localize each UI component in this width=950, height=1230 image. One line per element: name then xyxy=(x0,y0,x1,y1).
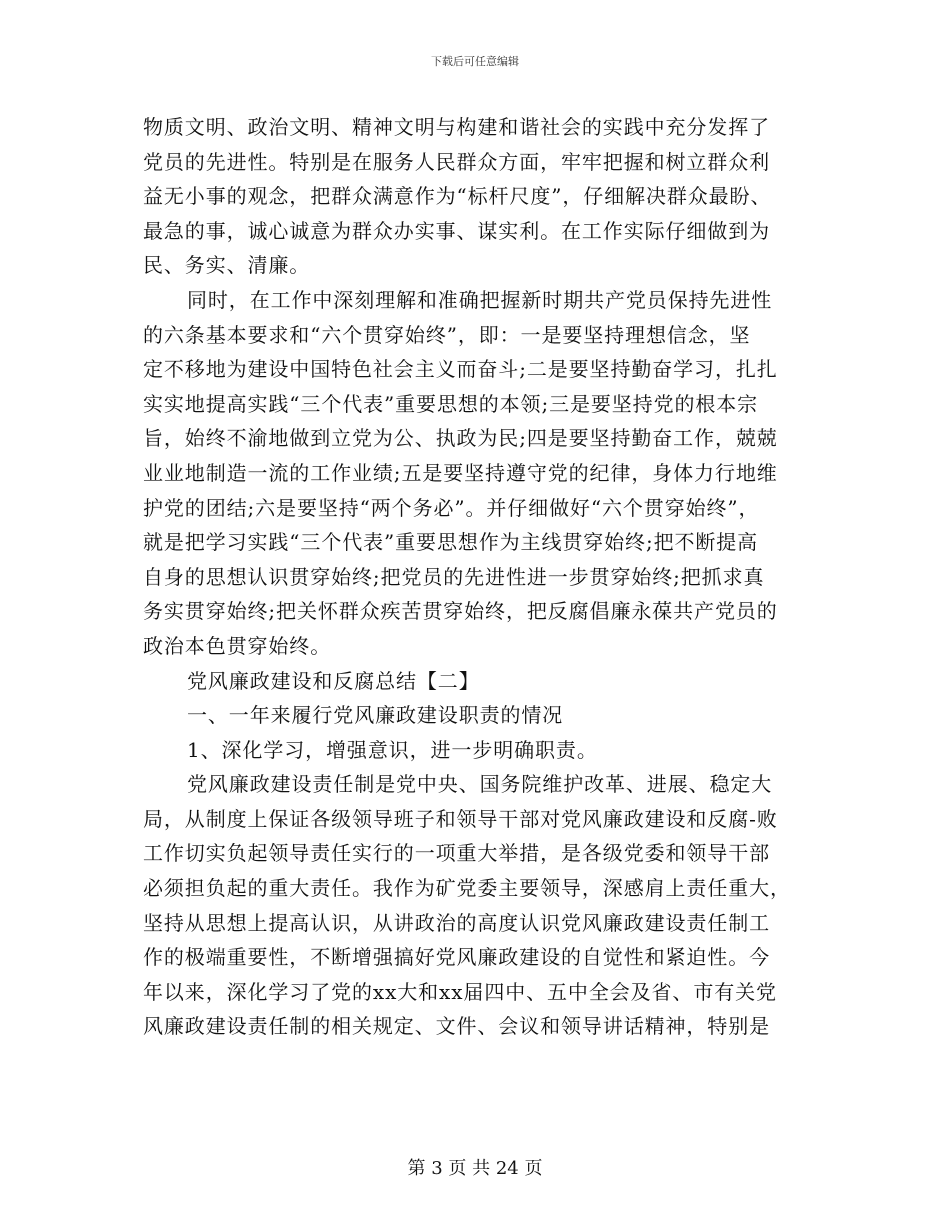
text-line: 最急的事，诚心诚意为群众办实事、谋实利。在工作实际仔细做到为 xyxy=(143,218,770,243)
text-line: 益无小事的观念，把群众满意作为“标杆尺度”，仔细解决群众最盼、 xyxy=(143,184,772,209)
text-line: 旨，始终不渝地做到立党为公、执政为民;四是要坚持勤奋工作，兢兢 xyxy=(143,426,778,451)
text-line: 年以来，深化学习了党的xx大和xx届四中、五中全会及省、市有关党 xyxy=(143,979,777,1004)
text-line: 必须担负起的重大责任。我作为矿党委主要领导，深感肩上责任重大， xyxy=(143,876,791,901)
text-line: 工作切实负起领导责任实行的一项重大举措，是各级党委和领导干部 xyxy=(143,841,770,866)
text-line: 局，从制度上保证各级领导班子和领导干部对党风廉政建设和反腐-败 xyxy=(143,806,778,831)
text-line: 物质文明、政治文明、精神文明与构建和谐社会的实践中充分发挥了 xyxy=(143,115,770,139)
item-heading: 1、深化学习，增强意识，进一步明确职责。 xyxy=(187,737,598,762)
text-line: 就是把学习实践“三个代表”重要思想作为主线贯穿始终;把不断提高 xyxy=(143,530,759,555)
document-body xyxy=(143,110,815,1044)
paragraph-start-line: 同时，在工作中深刻理解和准确把握新时期共产党员保持先进性 xyxy=(187,287,773,312)
text-line: 民、务实、清廉。 xyxy=(143,253,311,278)
text-line: 业业地制造一流的工作业绩;五是要坚持遵守党的纪律，身体力行地维 xyxy=(143,460,778,485)
text-line: 风廉政建设责任制的相关规定、文件、会议和领导讲话精神，特别是 xyxy=(143,1014,770,1039)
subsection-heading: 一、一年来履行党风廉政建设职责的情况 xyxy=(187,703,564,728)
text-line: 党员的先进性。特别是在服务人民群众方面，牢牢把握和树立群众利 xyxy=(143,149,770,174)
paragraph-start-line: 党风廉政建设责任制是党中央、国务院维护改革、进展、稳定大 xyxy=(187,772,773,797)
text-line: 定不移地为建设中国特色社会主义而奋斗;二是要坚持勤奋学习，扎扎 xyxy=(143,357,778,382)
text-line: 自身的思想认识贯穿始终;把党员的先进性进一步贯穿始终;把抓求真 xyxy=(143,564,765,589)
section-heading: 党风廉政建设和反腐总结【二】 xyxy=(187,668,480,693)
text-line: 作的极端重要性，不断增强搞好党风廉政建设的自觉性和紧迫性。今 xyxy=(143,945,770,970)
page-number-footer: 第 3 页 共 24 页 xyxy=(407,1158,543,1179)
text-line: 的六条基本要求和“六个贯穿始终”，即：一是要坚持理想信念，坚 xyxy=(143,322,751,347)
text-line: 坚持从思想上提高认识，从讲政治的高度认识党风廉政建设责任制工 xyxy=(143,910,770,935)
text-line: 务实贯穿始终;把关怀群众疾苦贯穿始终，把反腐倡廉永葆共产党员的 xyxy=(143,599,778,624)
text-line: 政治本色贯穿始终。 xyxy=(143,633,332,658)
text-line: 实实地提高实践“三个代表”重要思想的本领;三是要坚持党的根本宗 xyxy=(143,391,759,416)
page-header: 下载后可任意编辑 xyxy=(431,55,519,68)
text-line: 护党的团结;六是要坚持“两个务必”。并仔细做好“六个贯穿始终”， xyxy=(143,495,760,520)
